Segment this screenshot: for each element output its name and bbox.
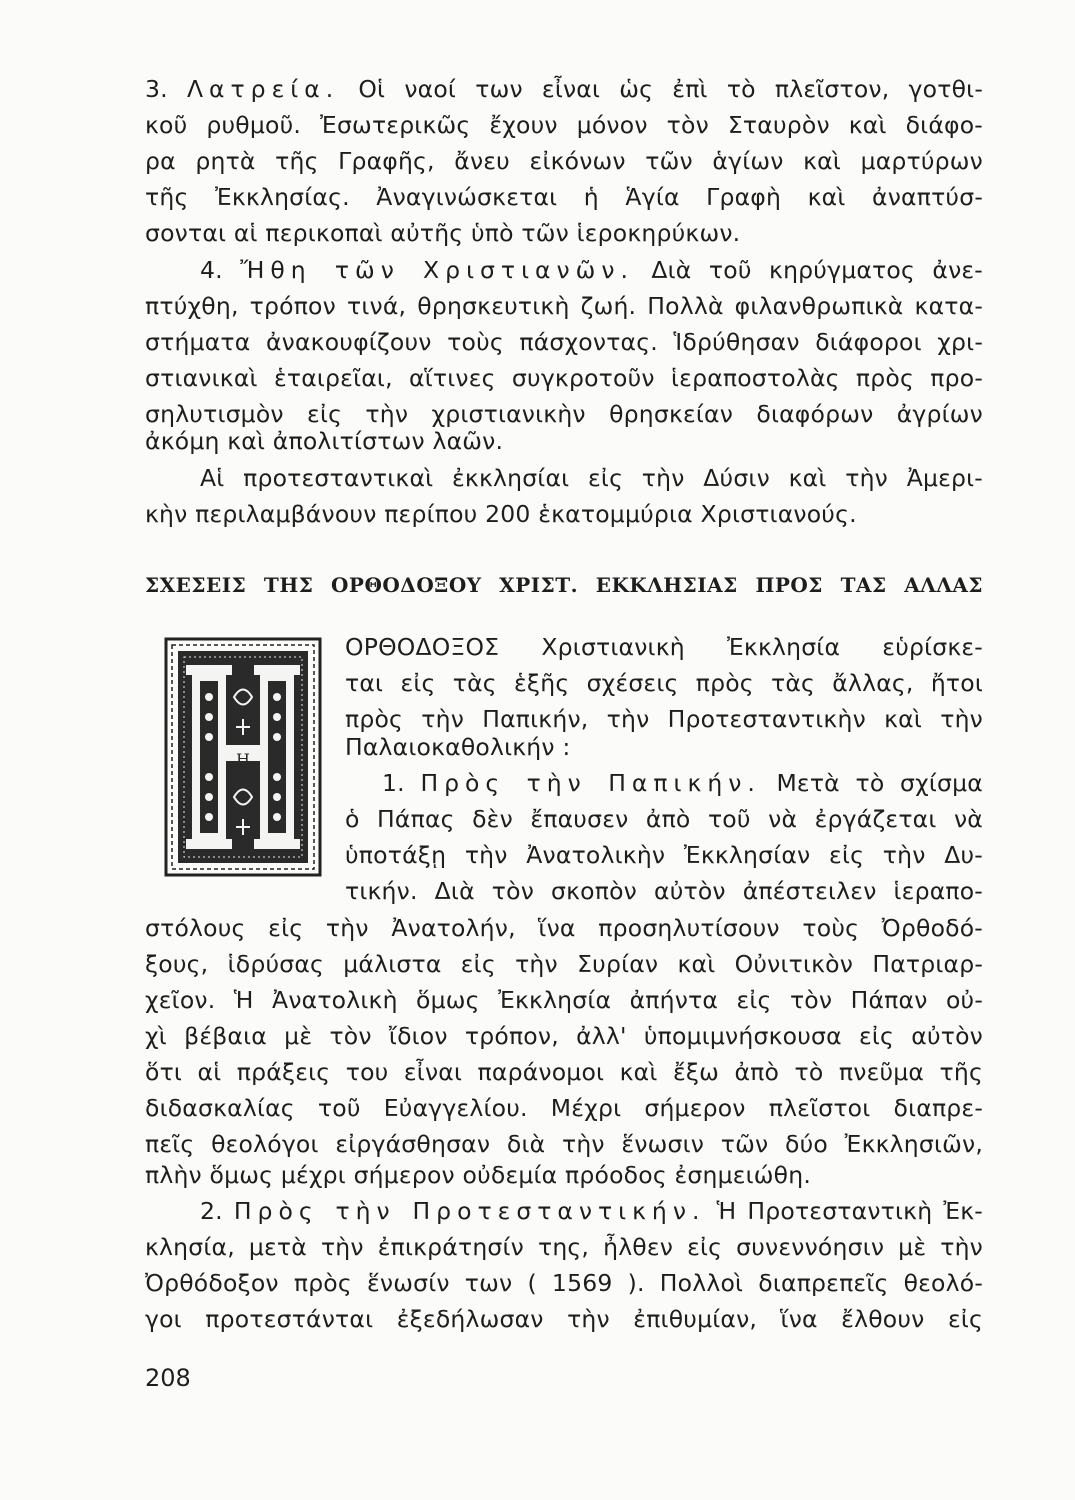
text-line: πρὸς τὴν Παπικήν, τὴν Προτεσταντικὴν καὶ τὴν: [345, 705, 983, 733]
item-number: 2.: [200, 1197, 234, 1225]
item-number: 4.: [200, 256, 241, 284]
text-line: κλησία, μετὰ τὴν ἐπικράτησίν της, ἦλθεν εἰς συνεννόησιν μὲ τὴν: [145, 1233, 983, 1261]
text-line: διδασκαλίας τοῦ Εὐαγγελίου. Μέχρι σήμερον πλεῖστοι διαπρε-: [145, 1094, 983, 1122]
text-line: ξους, ἱδρύσας μάλιστα εἰς τὴν Συρίαν καὶ Οὐνιτικὸν Πατριαρ-: [145, 950, 983, 978]
text-line: πτύχθη, τρόπον τινά, θρησκευτικὴ ζωή. Πολλὰ φιλανθρωπικὰ κατα-: [145, 292, 983, 320]
text-line: στιανικαὶ ἑταιρεῖαι, αἵτινες συγκροτοῦν ἱεραποστολὰς πρὸς προ-: [145, 364, 983, 392]
item-text: Διὰ τοῦ κηρύγματος ἀνε-: [633, 256, 983, 284]
item-number: 3.: [145, 75, 187, 103]
text-line: στόλους εἰς τὴν Ἀνατολήν, ἵνα προσηλυτίσουν τοὺς Ὀρθοδό-: [145, 914, 983, 942]
text-line: πεῖς θεολόγοι εἰργάσθησαν διὰ τὴν ἕνωσιν τῶν δύο Ἐκκλησιῶν,: [145, 1130, 983, 1158]
text-line: γοι προτεστάνται ἐξεδήλωσαν τὴν ἐπιθυμίαν, ἵνα ἔλθουν εἰς: [145, 1305, 983, 1333]
item-label: Πρὸς τὴν Παπικήν.: [420, 769, 761, 797]
text-line: Ὀρθόδοξον πρὸς ἕνωσίν των ( 1569 ). Πολλοὶ διαπρεπεῖς θεολό-: [145, 1269, 983, 1297]
section-heading: ΣΧΕΣΕΙΣ ΤΗΣ ΟΡΘΟΔΟΞΟΥ ΧΡΙΣΤ. ΕΚΚΛΗΣΙΑΣ ΠΡΟΣ ΤΑΣ ΑΛΛΑΣ: [145, 573, 983, 597]
item-text: Οἱ ναοί των εἶναι ὡς ἐπὶ τὸ πλεῖστον, γοτθι-: [339, 75, 983, 103]
text-line: ται εἰς τὰς ἑξῆς σχέσεις πρὸς τὰς ἄλλας, ἤτοι: [345, 669, 983, 697]
page-number: 208: [145, 1364, 191, 1392]
text-line: χεῖον. Ἡ Ἀνατολικὴ ὅμως Ἐκκλησία ἀπήντα εἰς τὸν Πάπαν οὐ-: [145, 986, 983, 1014]
item-label: Λατρεία.: [186, 75, 340, 103]
text-line: Αἱ προτεσταντικαὶ ἐκκλησίαι εἰς τὴν Δύσιν καὶ τὴν Ἀμερι-: [200, 464, 983, 492]
text-line: κοῦ ρυθμοῦ. Ἐσωτερικῶς ἔχουν μόνον τὸν Σταυρὸν καὶ διάφο-: [145, 111, 983, 139]
item-label: Ἤθη τῶν Χριστιανῶν.: [240, 256, 634, 284]
text-line: τικήν. Διὰ τὸν σκοπὸν αὐτὸν ἀπέστειλεν ἱεραπο-: [345, 877, 983, 905]
item-number: 1.: [382, 769, 421, 797]
text-line: χὶ βέβαια μὲ τὸν ἴδιον τρόπον, ἀλλ' ὑπομιμνήσκουσα εἰς αὐτὸν: [145, 1022, 983, 1050]
text-line: ΟΡΘΟΔΟΞΟΣ Χριστιανικὴ Ἐκκλησία εὑρίσκε-: [345, 633, 983, 661]
text-line: ρα ρητὰ τῆς Γραφῆς, ἄνευ εἰκόνων τῶν ἁγίων καὶ μαρτύρων: [145, 147, 983, 175]
text-line: [382, 765, 983, 801]
text-line: τῆς Ἐκκλησίας. Ἀναγινώσκεται ἡ Ἁγία Γραφὴ καὶ ἀναπτύσ-: [145, 183, 983, 211]
text-line: [200, 1193, 983, 1229]
item-label: Πρὸς τὴν Προτεσταντικήν.: [233, 1197, 706, 1225]
text-line: ὅτι αἱ πράξεις του εἶναι παράνομοι καὶ ἔξω ἀπὸ τὸ πνεῦμα τῆς: [145, 1058, 983, 1086]
text-line: πλὴν ὅμως μέχρι σήμερον οὐδεμία πρόοδος ἐσημειώθη.: [145, 1161, 811, 1189]
dropcap-letter: Η: [236, 750, 250, 769]
text-line: σονται αἱ περικοπαὶ αὐτῆς ὑπὸ τῶν ἱεροκηρύκων.: [145, 219, 741, 247]
text-line: [145, 71, 983, 107]
text-line: ἀκόμη καὶ ἀπολιτίστων λαῶν.: [145, 427, 504, 455]
text-line: κὴν περιλαμβάνουν περίπου 200 ἑκατομμύρια Χριστιανούς.: [145, 500, 857, 528]
text-line: ὁ Πάπας δὲν ἔπαυσεν ἀπὸ τοῦ νὰ ἐργάζεται νὰ: [345, 805, 983, 833]
text-line: Παλαιοκαθολικήν :: [345, 733, 571, 761]
text-line: στήματα ἀνακουφίζουν τοὺς πάσχοντας. Ἱδρύθησαν διάφοροι χρι-: [145, 328, 983, 356]
item-text: Μετὰ τὸ σχίσμα: [760, 769, 983, 797]
text-line: σηλυτισμὸν εἰς τὴν χριστιανικὴν θρησκείαν διαφόρων ἀγρίων: [145, 400, 983, 428]
dropcap-ornament: [164, 637, 322, 877]
text-line: [200, 252, 983, 288]
text-line: ὑποτάξῃ τὴν Ἀνατολικὴν Ἐκκλησίαν εἰς τὴν Δυ-: [345, 841, 983, 869]
item-text: Ἡ Προτεσταντικὴ Ἐκ-: [705, 1197, 983, 1225]
